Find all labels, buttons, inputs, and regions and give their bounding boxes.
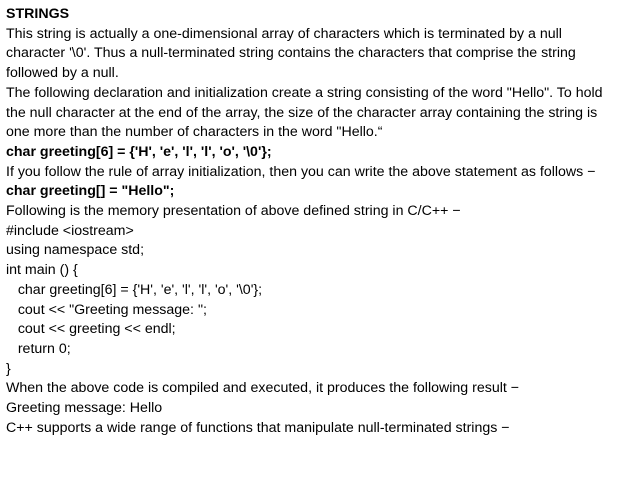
intro-line: one more than the number of characters in the word "Hello.“ bbox=[6, 124, 383, 141]
code-line: cout << greeting << endl; bbox=[6, 321, 176, 338]
document-title: STRINGS bbox=[6, 6, 70, 22]
declaration-without-size: char greeting[] = "Hello"; bbox=[6, 183, 175, 200]
code-line: return 0; bbox=[6, 340, 71, 357]
code-line: char greeting[6] = {'H', 'e', 'l', 'l', 'o', '\0'}; bbox=[6, 281, 263, 298]
intro-line: followed by a null. bbox=[6, 65, 119, 82]
intro-line: The following declaration and initialization create a string consisting of the word "Hello". To hold bbox=[6, 84, 603, 101]
document-slide bbox=[6, 5, 632, 438]
closing-text: C++ supports a wide range of functions that manipulate null-terminated strings − bbox=[6, 419, 510, 436]
result-text: When the above code is compiled and executed, it produces the following result − bbox=[6, 380, 520, 397]
rule-text: If you follow the rule of array initialization, then you can write the above statement as follows − bbox=[6, 163, 596, 180]
memory-text: Following is the memory presentation of above defined string in C/C++ − bbox=[6, 203, 461, 220]
code-line: #include <iostream> bbox=[6, 222, 134, 239]
intro-line: character '\0'. Thus a null-terminated string contains the characters that comprise the string bbox=[6, 45, 576, 62]
code-line: using namespace std; bbox=[6, 242, 145, 259]
code-line: cout << "Greeting message: "; bbox=[6, 301, 207, 318]
program-output: Greeting message: Hello bbox=[6, 400, 163, 417]
declaration-with-size: char greeting[6] = {'H', 'e', 'l', 'l', 'o', '\0'}; bbox=[6, 143, 272, 160]
intro-line: the null character at the end of the array, the size of the character array containing the string is bbox=[6, 104, 598, 121]
intro-line: This string is actually a one-dimensional array of characters which is terminated by a null bbox=[6, 25, 562, 42]
code-line: } bbox=[6, 360, 11, 377]
code-line: int main () { bbox=[6, 262, 78, 279]
